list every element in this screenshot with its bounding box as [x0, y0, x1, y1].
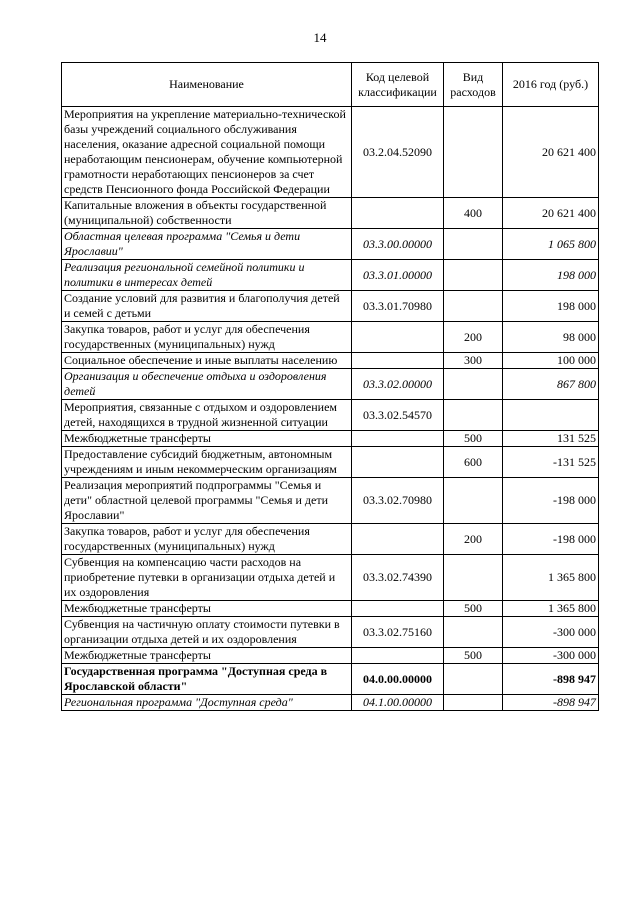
row-name: Мероприятия на укрепление материально-технической базы учреждений социального обслуживания населения, оказание адресной социальной помощи неработающим пенсионерам, обучение компьютерной грамотности неработающих пенсионеров за счет средств Пенсионного фонда Российской Федерации — [62, 107, 352, 198]
table-row — [62, 601, 599, 617]
table-row — [62, 695, 599, 711]
row-code — [352, 322, 444, 353]
page-number: 14 — [313, 30, 327, 45]
row-code: 03.3.02.74390 — [352, 555, 444, 601]
row-type: 200 — [444, 524, 503, 555]
row-type: 300 — [444, 353, 503, 369]
row-name: Мероприятия, связанные с отдыхом и оздоровлением детей, находящихся в трудной жизненной ситуации — [62, 400, 352, 431]
row-sum: 98 000 — [503, 322, 599, 353]
row-code — [352, 601, 444, 617]
row-code — [352, 648, 444, 664]
row-type — [444, 260, 503, 291]
row-sum: -898 947 — [503, 695, 599, 711]
row-code: 03.3.00.00000 — [352, 229, 444, 260]
row-type: 500 — [444, 601, 503, 617]
row-type — [444, 369, 503, 400]
table-row — [62, 198, 599, 229]
row-type: 400 — [444, 198, 503, 229]
row-sum: 867 800 — [503, 369, 599, 400]
row-sum: -300 000 — [503, 648, 599, 664]
row-sum: 131 525 — [503, 431, 599, 447]
row-name: Межбюджетные трансферты — [62, 601, 352, 617]
row-name: Региональная программа "Доступная среда" — [62, 695, 352, 711]
row-code: 03.2.04.52090 — [352, 107, 444, 198]
row-name: Субвенция на компенсацию части расходов на приобретение путевки в организации отдыха детей и их оздоровления — [62, 555, 352, 601]
header-type: Вид расходов — [444, 63, 503, 107]
row-type — [444, 107, 503, 198]
table-row — [62, 353, 599, 369]
row-type — [444, 664, 503, 695]
row-sum: 198 000 — [503, 260, 599, 291]
header-code: Код целевой классификации — [352, 63, 444, 107]
table-row — [62, 229, 599, 260]
row-sum — [503, 400, 599, 431]
row-name: Государственная программа "Доступная среда в Ярославской области" — [62, 664, 352, 695]
row-code: 03.3.02.70980 — [352, 478, 444, 524]
row-type: 200 — [444, 322, 503, 353]
table-row — [62, 524, 599, 555]
table-row — [62, 107, 599, 198]
table-row — [62, 369, 599, 400]
row-sum: 1 365 800 — [503, 555, 599, 601]
row-sum: 20 621 400 — [503, 198, 599, 229]
row-code: 03.3.01.00000 — [352, 260, 444, 291]
table-row — [62, 447, 599, 478]
header-name: Наименование — [62, 63, 352, 107]
row-type: 500 — [444, 648, 503, 664]
budget-table — [61, 62, 599, 711]
row-sum: -300 000 — [503, 617, 599, 648]
table-row — [62, 617, 599, 648]
row-code: 03.3.02.00000 — [352, 369, 444, 400]
row-type — [444, 555, 503, 601]
table-row — [62, 400, 599, 431]
row-name: Организация и обеспечение отдыха и оздоровления детей — [62, 369, 352, 400]
row-code — [352, 353, 444, 369]
row-code: 04.1.00.00000 — [352, 695, 444, 711]
row-code: 04.0.00.00000 — [352, 664, 444, 695]
row-type — [444, 478, 503, 524]
row-type: 600 — [444, 447, 503, 478]
row-name: Субвенция на частичную оплату стоимости путевки в организации отдыха детей и их оздоровления — [62, 617, 352, 648]
table-row — [62, 664, 599, 695]
row-name: Создание условий для развития и благополучия детей и семей с детьми — [62, 291, 352, 322]
row-sum: 1 365 800 — [503, 601, 599, 617]
row-name: Межбюджетные трансферты — [62, 431, 352, 447]
row-type — [444, 229, 503, 260]
table-row — [62, 648, 599, 664]
table-row — [62, 555, 599, 601]
table-row — [62, 431, 599, 447]
row-sum: -198 000 — [503, 524, 599, 555]
row-type — [444, 617, 503, 648]
row-code: 03.3.02.54570 — [352, 400, 444, 431]
row-code: 03.3.01.70980 — [352, 291, 444, 322]
row-name: Закупка товаров, работ и услуг для обеспечения государственных (муниципальных) нужд — [62, 524, 352, 555]
row-name: Социальное обеспечение и иные выплаты населению — [62, 353, 352, 369]
row-sum: 198 000 — [503, 291, 599, 322]
row-name: Реализация региональной семейной политики и политики в интересах детей — [62, 260, 352, 291]
row-sum: -131 525 — [503, 447, 599, 478]
row-name: Реализация мероприятий подпрограммы "Семья и дети" областной целевой программы "Семья и дети Ярославии" — [62, 478, 352, 524]
row-code — [352, 431, 444, 447]
table-row — [62, 291, 599, 322]
row-code: 03.3.02.75160 — [352, 617, 444, 648]
table-row — [62, 260, 599, 291]
row-sum: -898 947 — [503, 664, 599, 695]
row-code — [352, 524, 444, 555]
row-sum: 20 621 400 — [503, 107, 599, 198]
header-sum: 2016 год (руб.) — [503, 63, 599, 107]
row-name: Областная целевая программа "Семья и дети Ярославии" — [62, 229, 352, 260]
table-row — [62, 322, 599, 353]
row-type — [444, 695, 503, 711]
table-header-row — [62, 63, 599, 107]
row-code — [352, 447, 444, 478]
row-name: Предоставление субсидий бюджетным, автономным учреждениям и иным некоммерческим организациям — [62, 447, 352, 478]
table-row — [62, 478, 599, 524]
row-sum: 100 000 — [503, 353, 599, 369]
row-name: Закупка товаров, работ и услуг для обеспечения государственных (муниципальных) нужд — [62, 322, 352, 353]
row-name: Межбюджетные трансферты — [62, 648, 352, 664]
row-name: Капитальные вложения в объекты государственной (муниципальной) собственности — [62, 198, 352, 229]
row-type — [444, 291, 503, 322]
row-type: 500 — [444, 431, 503, 447]
row-sum: 1 065 800 — [503, 229, 599, 260]
row-sum: -198 000 — [503, 478, 599, 524]
row-type — [444, 400, 503, 431]
row-code — [352, 198, 444, 229]
